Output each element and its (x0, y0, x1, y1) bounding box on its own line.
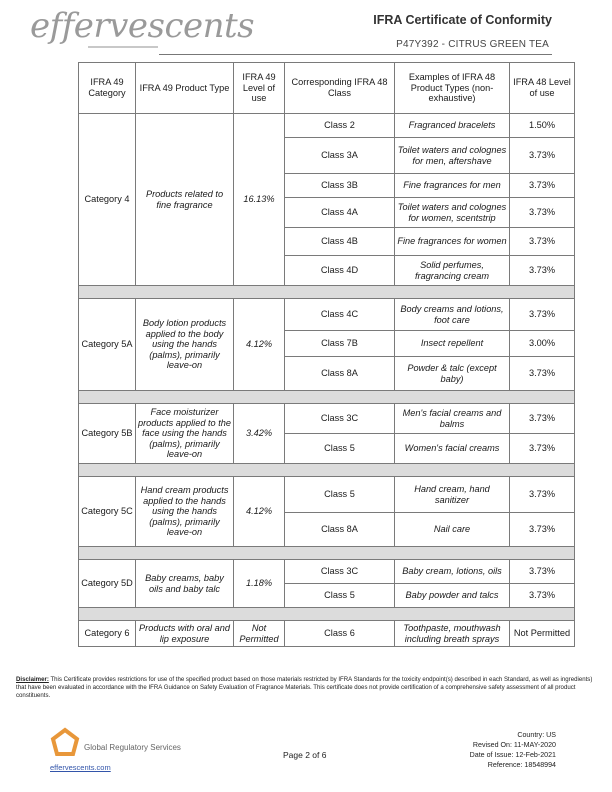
column-header: IFRA 49 Product Type (136, 63, 234, 114)
separator-cell (79, 286, 575, 299)
separator-cell (79, 608, 575, 621)
product-type-cell: Baby creams, baby oils and baby talc (136, 560, 234, 608)
page-number: Page 2 of 6 (283, 750, 327, 760)
separator-cell (79, 391, 575, 404)
group-separator (79, 391, 575, 404)
example-cell: Body creams and lotions, foot care (395, 299, 510, 331)
page-title: IFRA Certificate of Conformity (373, 13, 552, 27)
table-row (79, 114, 575, 138)
example-cell: Baby powder and talcs (395, 584, 510, 608)
ifra48-level-cell: 3.73% (510, 138, 575, 174)
ifra49-level-cell: 1.18% (234, 560, 285, 608)
ifra48-class-cell: Class 6 (285, 621, 395, 647)
company-name: Global Regulatory Services (84, 743, 181, 752)
ifra48-level-cell: 1.50% (510, 114, 575, 138)
column-header: Examples of IFRA 48 Product Types (non-exhaustive) (395, 63, 510, 114)
table-row (79, 299, 575, 331)
product-type-cell: Hand cream products applied to the hands using the hands (palms), primarily leave-on (136, 477, 234, 547)
category-cell: Category 5D (79, 560, 136, 608)
ifra-table (78, 62, 575, 647)
example-cell: Fine fragrances for men (395, 174, 510, 198)
column-header: IFRA 48 Level of use (510, 63, 575, 114)
ifra48-level-cell: 3.73% (510, 174, 575, 198)
example-cell: Fine fragrances for women (395, 228, 510, 256)
issue-date: Date of Issue: 12-Feb-2021 (469, 751, 556, 760)
ifra48-class-cell: Class 4D (285, 256, 395, 286)
ifra49-level-cell: 16.13% (234, 114, 285, 286)
disclaimer (16, 676, 594, 701)
footer-meta (470, 730, 556, 770)
revised-date: Revised On: 11-MAY-2020 (472, 741, 556, 750)
column-header: IFRA 49 Level of use (234, 63, 285, 114)
example-cell: Men's facial creams and balms (395, 404, 510, 434)
pentagon-logo-icon (50, 727, 80, 757)
reference-number: Reference: 18548994 (487, 761, 556, 770)
ifra49-level-cell: Not Permitted (234, 621, 285, 647)
example-cell: Toothpaste, mouthwash including breath sprays (395, 621, 510, 647)
ifra48-class-cell: Class 8A (285, 357, 395, 391)
ifra48-level-cell: 3.00% (510, 331, 575, 357)
example-cell: Solid perfumes, fragrancing cream (395, 256, 510, 286)
ifra48-level-cell: 3.73% (510, 513, 575, 547)
example-cell: Women's facial creams (395, 434, 510, 464)
ifra49-level-cell: 4.12% (234, 477, 285, 547)
ifra48-level-cell: 3.73% (510, 584, 575, 608)
ifra49-level-cell: 3.42% (234, 404, 285, 464)
country: Country: US (517, 731, 556, 739)
table-header-row (79, 63, 575, 114)
column-header: IFRA 49 Category (79, 63, 136, 114)
ifra48-level-cell: 3.73% (510, 198, 575, 228)
example-cell: Powder & talc (except baby) (395, 357, 510, 391)
category-cell: Category 5A (79, 299, 136, 391)
ifra48-class-cell: Class 3A (285, 138, 395, 174)
table-row (79, 560, 575, 584)
group-separator (79, 464, 575, 477)
ifra48-level-cell: 3.73% (510, 228, 575, 256)
ifra48-class-cell: Class 3C (285, 404, 395, 434)
ifra48-level-cell: 3.73% (510, 357, 575, 391)
ifra48-class-cell: Class 5 (285, 584, 395, 608)
category-cell: Category 6 (79, 621, 136, 647)
separator-cell (79, 464, 575, 477)
category-cell: Category 5B (79, 404, 136, 464)
category-cell: Category 5C (79, 477, 136, 547)
ifra48-level-cell: 3.73% (510, 256, 575, 286)
ifra48-class-cell: Class 4A (285, 198, 395, 228)
column-header: Corresponding IFRA 48 Class (285, 63, 395, 114)
header-rule (159, 54, 552, 55)
ifra48-class-cell: Class 3C (285, 560, 395, 584)
ifra48-level-cell: 3.73% (510, 299, 575, 331)
table-row (79, 621, 575, 647)
ifra48-level-cell: 3.73% (510, 477, 575, 513)
example-cell: Toilet waters and colognes for men, aftershave (395, 138, 510, 174)
ifra48-level-cell: 3.73% (510, 560, 575, 584)
table-row (79, 477, 575, 513)
ifra48-class-cell: Class 3B (285, 174, 395, 198)
ifra48-class-cell: Class 2 (285, 114, 395, 138)
example-cell: Nail care (395, 513, 510, 547)
table-row (79, 404, 575, 434)
example-cell: Hand cream, hand sanitizer (395, 477, 510, 513)
example-cell: Insect repellent (395, 331, 510, 357)
effervescents-logo: effervescents (30, 6, 255, 46)
example-cell: Baby cream, lotions, oils (395, 560, 510, 584)
ifra48-class-cell: Class 5 (285, 434, 395, 464)
product-type-cell: Face moisturizer products applied to the face using the hands (palms), primarily leave-on (136, 404, 234, 464)
example-cell: Fragranced bracelets (395, 114, 510, 138)
website-link[interactable]: effervescents.com (50, 763, 111, 772)
group-separator (79, 608, 575, 621)
ifra48-level-cell: 3.73% (510, 404, 575, 434)
product-type-cell: Products related to fine fragrance (136, 114, 234, 286)
ifra49-level-cell: 4.12% (234, 299, 285, 391)
product-type-cell: Body lotion products applied to the body using the hands (palms), primarily leave-on (136, 299, 234, 391)
group-separator (79, 286, 575, 299)
product-type-cell: Products with oral and lip exposure (136, 621, 234, 647)
ifra48-class-cell: Class 7B (285, 331, 395, 357)
separator-cell (79, 547, 575, 560)
category-cell: Category 4 (79, 114, 136, 286)
product-code: P47Y392 - CITRUS GREEN TEA (396, 39, 549, 50)
ifra48-level-cell: Not Permitted (510, 621, 575, 647)
ifra48-class-cell: Class 4B (285, 228, 395, 256)
ifra48-level-cell: 3.73% (510, 434, 575, 464)
group-separator (79, 547, 575, 560)
ifra48-class-cell: Class 4C (285, 299, 395, 331)
disclaimer-text: This Certificate provides restrictions for use of the specified product based on those materials restricted by IFRA Standards for the toxicity endpoint(s) described in each Standard, as well as ingredients) that have been evaluated in accordance with the IFRA Guidance on Safety Evaluation of Fragrance Materials. This certificate does not provide certification of a comprehensive safety assessment of all product constituents. (16, 676, 593, 700)
ifra48-class-cell: Class 8A (285, 513, 395, 547)
example-cell: Toilet waters and colognes for women, scentstrip (395, 198, 510, 228)
disclaimer-label: Disclaimer: (16, 676, 49, 683)
ifra48-class-cell: Class 5 (285, 477, 395, 513)
